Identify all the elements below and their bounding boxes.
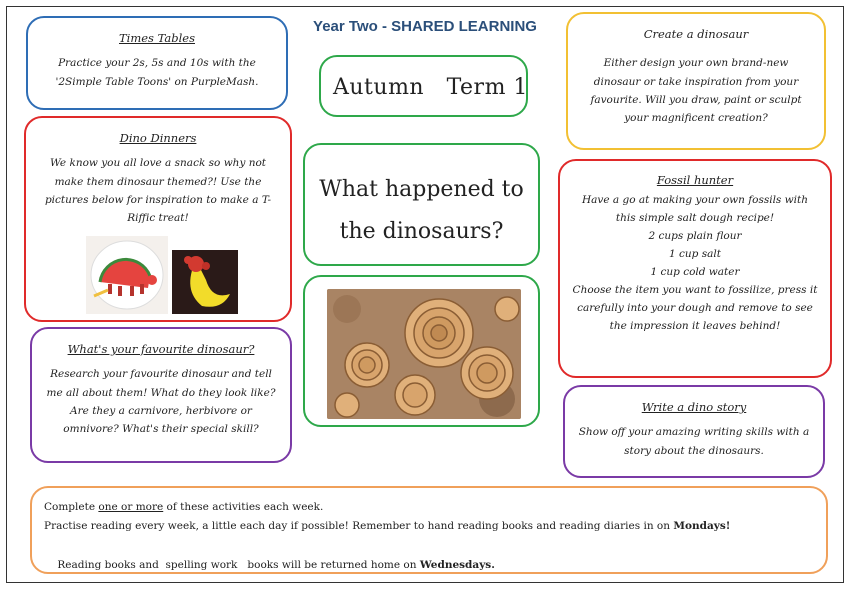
- favourite-dinosaur-heading: What's your favourite dinosaur?: [67, 342, 255, 356]
- create-dinosaur-card: [566, 12, 826, 150]
- topic-card: [303, 143, 540, 266]
- dino-dinners-card: [24, 116, 292, 322]
- fossil-image-card: [303, 275, 540, 427]
- banana-dino-photo: [172, 250, 238, 314]
- favourite-dinosaur-card: [30, 327, 292, 463]
- notes-line-3: Reading books and spelling work books will be returned home on Wednesdays.: [57, 559, 495, 572]
- topic-question: What happened to the dinosaurs?: [319, 177, 524, 244]
- dino-story-heading: Write a dino story: [641, 400, 747, 414]
- notes-line-1: Complete one or more of these activities each week.: [44, 501, 324, 513]
- dino-dinners-text: We know you all love a snack so why not make them dinosaur themed?! Use the pictures below for inspiration to make a T-Riffic treat!: [44, 157, 272, 225]
- fossil-hunter-heading: Fossil hunter: [656, 173, 734, 187]
- times-tables-card: [26, 16, 288, 110]
- page-title: Year Two - SHARED LEARNING: [313, 18, 537, 35]
- dino-story-card: [563, 385, 825, 478]
- create-dinosaur-text: Either design your own brand-new dinosaur or take inspiration from your favourite. Will you draw, paint or sculpt your magnificent creation?: [590, 57, 802, 125]
- dino-dinners-heading: Dino Dinners: [119, 131, 197, 145]
- fossil-hunter-instructions: Choose the item you want to fossilize, press it carefully into your dough and remove to see the impression it leaves behind!: [572, 284, 818, 333]
- term-label: Autumn Term 1: [333, 75, 528, 100]
- fossil-hunter-intro: Have a go at making your own fossils with this simple salt dough recipe!: [582, 193, 808, 224]
- favourite-dinosaur-text: Research your favourite dinosaur and tell me all about them! What do they look like? Are they a carnivore, herbivore or omnivore? What's their special skill?: [46, 368, 276, 436]
- fossil-hunter-card: [558, 159, 832, 378]
- recipe-flour: 2 cups plain flour: [648, 229, 742, 242]
- ammonite-fossil-photo: [327, 289, 521, 419]
- create-dinosaur-heading: Create a dinosaur: [643, 27, 749, 41]
- weekly-notes-card: [30, 486, 828, 574]
- notes-line-2: Practise reading every week, a little each day if possible! Remember to hand reading books and reading diaries in on Mondays!: [44, 520, 731, 533]
- term-card: [319, 55, 528, 117]
- times-tables-heading: Times Tables: [119, 31, 195, 45]
- times-tables-text: Practice your 2s, 5s and 10s with the '2Simple Table Toons' on PurpleMash.: [55, 57, 259, 88]
- recipe-water: 1 cup cold water: [650, 265, 740, 278]
- dino-story-text: Show off your amazing writing skills with a story about the dinosaurs.: [578, 426, 810, 457]
- recipe-salt: 1 cup salt: [669, 247, 721, 260]
- watermelon-dino-photo: [86, 236, 168, 314]
